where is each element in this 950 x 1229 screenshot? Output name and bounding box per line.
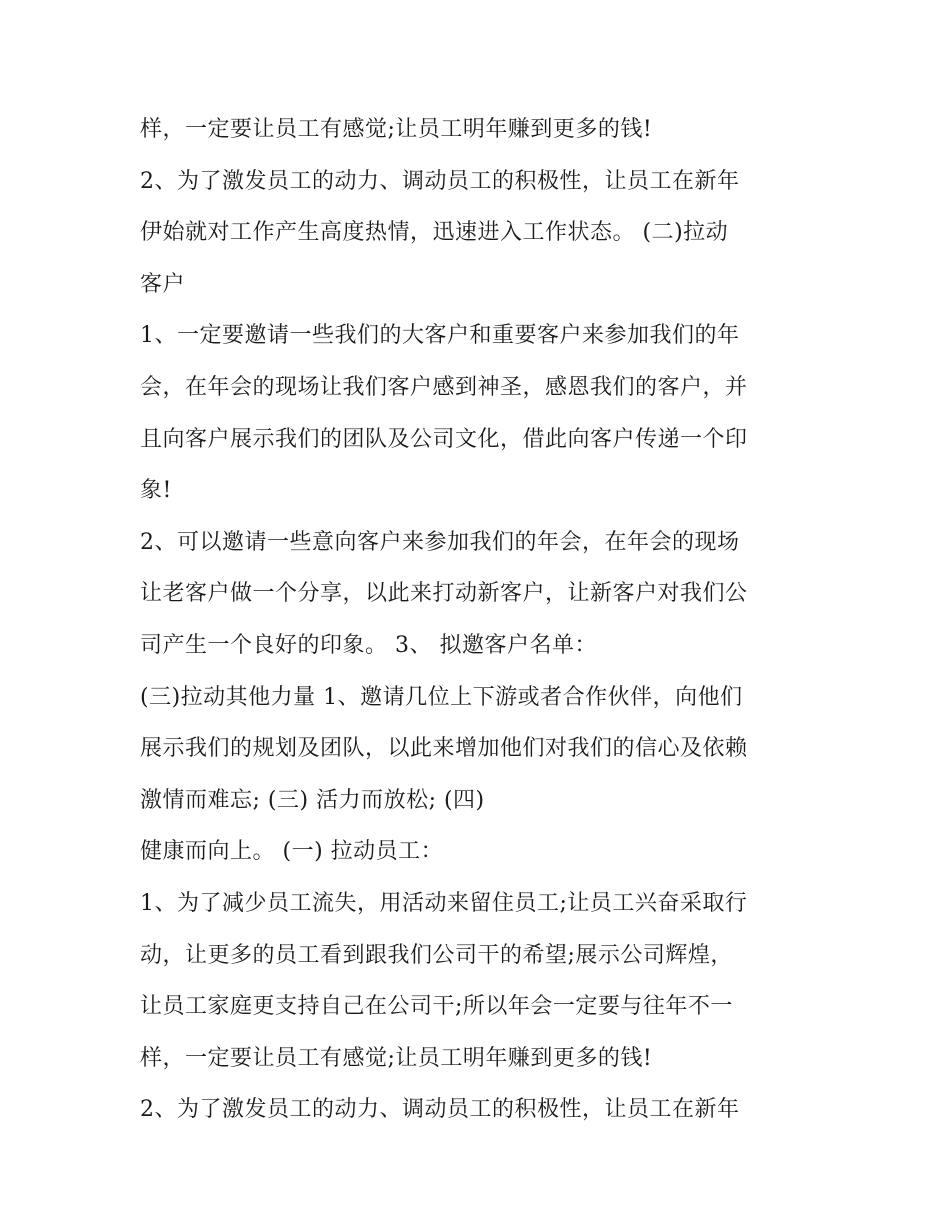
text-line: 样，一定要让员工有感觉;让员工明年赚到更多的钱! — [140, 1045, 653, 1071]
text-line: 展示我们的规划及团队，以此来增加他们对我们的信心及依赖 — [140, 736, 748, 762]
text-line: 且向客户展示我们的团队及公司文化，借此向客户传递一个印 — [140, 426, 748, 452]
text-line: 动，让更多的员工看到跟我们公司干的希望;展示公司辉煌， — [140, 942, 733, 968]
text-line: 司产生一个良好的印象。 3、 拟邀客户名单： — [140, 632, 597, 658]
text-line: 客户 — [140, 271, 186, 297]
text-line: (三)拉动其他力量 1、邀请几位上下游或者合作伙伴，向他们 — [140, 684, 743, 710]
text-line: 会，在年会的现场让我们客户感到神圣，感恩我们的客户，并 — [140, 374, 748, 400]
text-line: 样，一定要让员工有感觉;让员工明年赚到更多的钱! — [140, 117, 653, 142]
text-line: 让老客户做一个分享，以此来打动新客户，让新客户对我们公 — [140, 581, 748, 607]
text-line: 1、为了减少员工流失，用活动来留住员工;让员工兴奋采取行 — [140, 890, 748, 916]
text-line: 2、为了激发员工的动力、调动员工的积极性，让员工在新年 — [140, 1097, 740, 1123]
body-text — [140, 104, 820, 1136]
text-line: 健康而向上。 (一) 拉动员工： — [140, 839, 444, 865]
text-line: 让员工家庭更支持自己在公司干;所以年会一定要与往年不一 — [140, 994, 733, 1020]
text-line: 激情而难忘; (三) 活力而放松; (四) — [140, 787, 485, 813]
text-line: 1、一定要邀请一些我们的大客户和重要客户来参加我们的年 — [140, 323, 740, 349]
text-line: 伊始就对工作产生高度热情，迅速进入工作状态。 (二)拉动 — [140, 220, 729, 246]
text-line: 象! — [140, 478, 172, 504]
text-line: 2、可以邀请一些意向客户来参加我们的年会，在年会的现场 — [140, 529, 740, 555]
text-line: 2、为了激发员工的动力、调动员工的积极性，让员工在新年 — [140, 168, 740, 194]
